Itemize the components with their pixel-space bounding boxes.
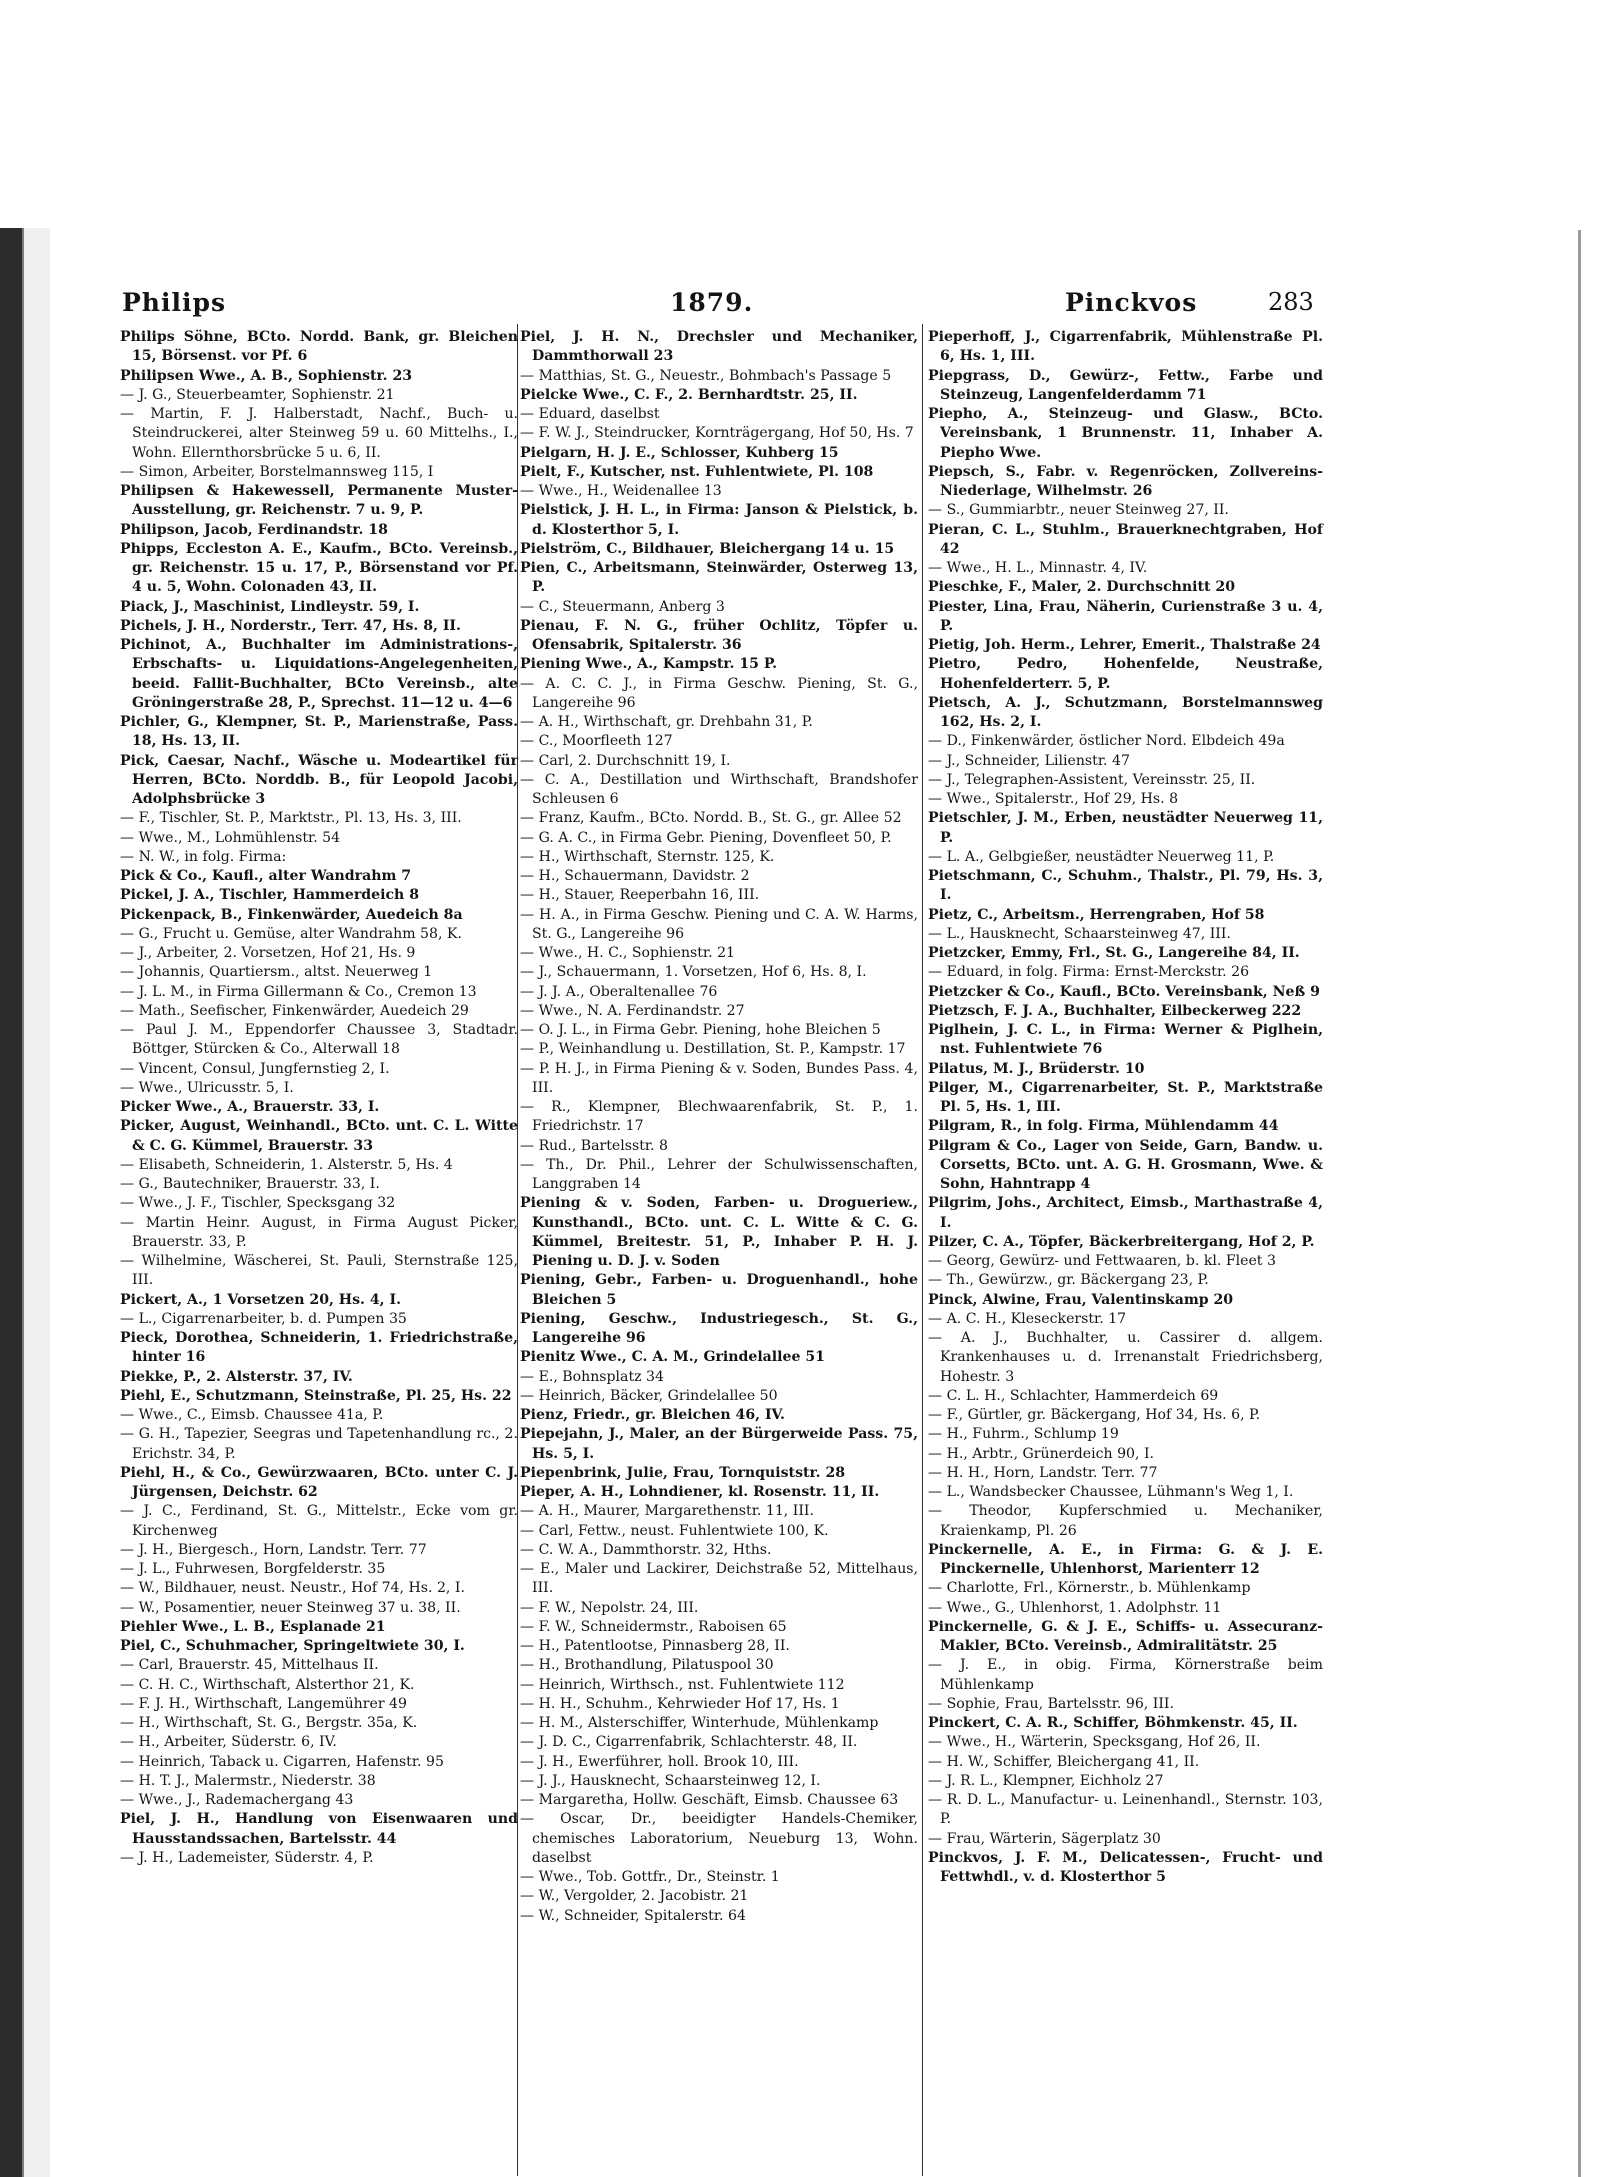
directory-entry: Pinckvos, J. F. M., Delicatessen-, Frucht- und Fettwhdl., v. d. Klosterthor 5 [928,1849,1323,1885]
directory-entry: — W., Posamentier, neuer Steinweg 37 u. 38, II. [120,1599,461,1616]
directory-entry: Piel, J. H., Handlung von Eisenwaaren und Hausstandssachen, Bartelsstr. 44 [120,1811,518,1847]
directory-entry: — H. A., in Firma Geschw. Piening und C. A. W. Harms, St. G., Langereihe 96 [520,906,918,942]
directory-entry: — Heinrich, Taback u. Cigarren, Hafenstr. 95 [120,1753,444,1770]
directory-entry: — J. D. C., Cigarrenfabrik, Schlachterstr. 48, II. [520,1734,858,1751]
directory-entry: — F. W., Nepolstr. 24, III. [520,1599,699,1616]
directory-entry: — Carl, Fettw., neust. Fuhlentwiete 100, K. [520,1522,829,1539]
directory-entry: — C., Moorfleeth 127 [520,733,673,750]
directory-entry: — W., Schneider, Spitalerstr. 64 [520,1907,746,1924]
directory-entry: Pielgarn, H. J. E., Schlosser, Kuhberg 15 [520,444,839,461]
directory-entry: — Wwe., J., Rademachergang 43 [120,1792,354,1808]
directory-entry: Pietzcker, Emmy, Frl., St. G., Langereihe 84, II. [928,945,1300,961]
directory-entry: Piepenbrink, Julie, Frau, Tornquiststr. 28 [520,1464,846,1481]
directory-entry: — H. W., Schiffer, Bleichergang 41, II. [928,1753,1200,1770]
directory-entry: — Heinrich, Wirthsch., nst. Fuhlentwiete 112 [520,1676,845,1693]
directory-entry: — J. J. A., Oberaltenallee 76 [520,983,718,1000]
directory-entry: — J., Schauermann, 1. Vorsetzen, Hof 6, Hs. 8, I. [520,964,867,981]
directory-entry: — Martin Heinr. August, in Firma August Picker, Brauerstr. 33, P. [120,1214,518,1250]
directory-entry: — Eduard, daselbst [520,406,660,422]
directory-entry: — C. L. H., Schlachter, Hammerdeich 69 [928,1387,1219,1404]
directory-entry: Pietzsch, F. J. A., Buchhalter, Eilbeckerweg 222 [928,1002,1302,1019]
directory-entry: — Wwe., H., Wärterin, Specksgang, Hof 26, II. [928,1734,1261,1751]
directory-entry: — C., Steuermann, Anberg 3 [520,598,725,615]
directory-entry: — Wwe., N. A. Ferdinandstr. 27 [520,1002,745,1019]
directory-entry: Pielstick, J. H. L., in Firma: Janson & Pielstick, b. d. Klosterthor 5, I. [520,502,918,538]
directory-entry: Picker, August, Weinhandl., BCto. unt. C. L. Witte & C. G. Kümmel, Brauerstr. 33 [120,1118,518,1154]
directory-entry: Pinck, Alwine, Frau, Valentinskamp 20 [928,1291,1234,1308]
directory-entry: — Margaretha, Hollw. Geschäft, Eimsb. Chaussee 63 [520,1792,899,1808]
directory-entry: Piehler Wwe., L. B., Esplanade 21 [120,1618,386,1635]
directory-entry: — H., Stauer, Reeperbahn 16, III. [520,887,760,904]
directory-entry: — H., Fuhrm., Schlump 19 [928,1426,1119,1443]
directory-entry: Pienz, Friedr., gr. Bleichen 46, IV. [520,1407,785,1423]
directory-entry: — A. J., Buchhalter, u. Cassirer d. allgem. Krankenhauses u. d. Irrenanstalt Friedrichsberg, Hohestr. 3 [928,1330,1323,1385]
directory-entry: Pick & Co., Kaufl., alter Wandrahm 7 [120,868,412,884]
directory-entry: — Wwe., G., Uhlenhorst, 1. Adolphstr. 11 [928,1599,1222,1616]
directory-entry: Piening Wwe., A., Kampstr. 15 P. [520,656,778,673]
directory-entry: Pick, Caesar, Nachf., Wäsche u. Modeartikel für Herren, BCto. Norddb. B., für Leopold Jacobi, Adolphsbrücke 3 [120,752,518,807]
directory-entry: Pieschke, F., Maler, 2. Durchschnitt 20 [928,579,1236,596]
directory-entry: — H. H., Schuhm., Kehrwieder Hof 17, Hs. 1 [520,1695,840,1712]
directory-entry: — F. W. J., Steindrucker, Kornträgergang, Hof 50, Hs. 7 [520,425,914,442]
directory-entry: — Charlotte, Frl., Körnerstr., b. Mühlenkamp [928,1580,1251,1597]
directory-entry: Piel, J. H. N., Drechsler und Mechaniker, Dammthorwall 23 [520,329,918,365]
directory-entry: — L. A., Gelbgießer, neustädter Neuerweg 11, P. [928,848,1275,865]
directory-entry: — H., Arbeiter, Süderstr. 6, IV. [120,1734,337,1751]
directory-entry: — L., Hausknecht, Schaarsteinweg 47, III. [928,925,1231,942]
directory-entry: Pickel, J. A., Tischler, Hammerdeich 8 [120,887,419,904]
directory-column-2 [520,328,918,1926]
directory-entry: — J. H., Ewerführer, holl. Brook 10, III. [520,1753,799,1770]
directory-entry: — R. D. L., Manufactur- u. Leinenhandl., Sternstr. 103, P. [928,1792,1323,1828]
directory-entry: Piening, Gebr., Farben- u. Droguenhandl., hohe Bleichen 5 [520,1272,918,1308]
directory-column-3 [928,328,1323,1887]
directory-entry: — Math., Seefischer, Finkenwärder, Auedeich 29 [120,1002,469,1019]
directory-entry: Pieck, Dorothea, Schneiderin, 1. Friedrichstraße, hinter 16 [120,1330,518,1366]
directory-entry: — E., Bohnsplatz 34 [520,1368,664,1385]
directory-entry: — F. J. H., Wirthschaft, Langemührer 49 [120,1695,407,1712]
directory-entry: — Johannis, Quartiersm., altst. Neuerweg 1 [120,964,433,981]
directory-entry: Pichler, G., Klempner, St. P., Marienstraße, Pass. 18, Hs. 13, II. [120,714,518,750]
directory-entry: — C. W. A., Dammthorstr. 32, Hths. [520,1541,772,1558]
directory-entry: — Theodor, Kupferschmied u. Mechaniker, Kraienkamp, Pl. 26 [928,1503,1323,1539]
directory-entry: Pietsch, A. J., Schutzmann, Borstelmannsweg 162, Hs. 2, I. [928,694,1323,730]
directory-entry: — W., Vergolder, 2. Jacobistr. 21 [520,1888,749,1905]
directory-entry: — O. J. L., in Firma Gebr. Piening, hohe Bleichen 5 [520,1022,881,1038]
directory-entry: — H., Schauermann, Davidstr. 2 [520,868,750,884]
directory-entry: Pickert, A., 1 Vorsetzen 20, Hs. 4, I. [120,1291,401,1308]
directory-entry: — Paul J. M., Eppendorfer Chaussee 3, Stadtadr. Böttger, Stürcken & Co., Alterwall 18 [120,1022,518,1058]
directory-entry: — Oscar, Dr., beeidigter Handels-Chemiker, chemisches Laboratorium, Neueburg 13, Wohn. daselbst [520,1811,918,1866]
directory-entry: Piepejahn, J., Maler, an der Bürgerweide Pass. 75, Hs. 5, I. [520,1426,918,1462]
directory-entry: Pieperhoff, J., Cigarrenfabrik, Mühlenstraße Pl. 6, Hs. 1, III. [928,329,1323,365]
directory-entry: Philipson, Jacob, Ferdinandstr. 18 [120,521,388,538]
directory-entry: — H., Brothandlung, Pilatuspool 30 [520,1657,774,1674]
directory-entry: Piehl, H., & Co., Gewürzwaaren, BCto. unter C. J. Jürgensen, Deichstr. 62 [120,1464,518,1500]
directory-entry: — A. C. H., Kleseckerstr. 17 [928,1310,1127,1327]
directory-entry: Pichinot, A., Buchhalter im Administrations-, Erbschafts- u. Liquidations-Angelegenheiten, beeid. Fallit-Buchhalter, BCto Vereinsb., alte Gröningerstraße 28, P., Sprechst. 11—12 u. 4—6 [120,637,518,711]
directory-entry: — Matthias, St. G., Neuestr., Bohmbach's Passage 5 [520,367,892,384]
directory-entry: — L., Wandsbecker Chaussee, Lühmann's Weg 1, I. [928,1484,1294,1500]
directory-entry: — E., Maler und Lackirer, Deichstraße 52, Mittelhaus, III. [520,1561,918,1597]
directory-entry: — Sophie, Frau, Bartelsstr. 96, III. [928,1695,1174,1712]
directory-entry: — J. R. L., Klempner, Eichholz 27 [928,1772,1164,1789]
directory-entry: — A. H., Maurer, Margarethenstr. 11, III. [520,1503,814,1520]
directory-entry: — H., Arbtr., Grünerdeich 90, I. [928,1445,1155,1462]
directory-entry: — J. G., Steuerbeamter, Sophienstr. 21 [120,386,395,403]
running-head-year: 1879. [670,288,754,317]
directory-entry: — Th., Gewürzw., gr. Bäckergang 23, P. [928,1272,1209,1289]
page-number: 283 [1268,288,1314,316]
directory-entry: Pielcke Wwe., C. F., 2. Bernhardtstr. 25, II. [520,386,858,403]
directory-entry: Phipps, Eccleston A. E., Kaufm., BCto. Vereinsb., gr. Reichenstr. 15 u. 17, P., Börsenstand vor Pf. 4 u. 5, Wohn. Colonaden 43, II. [120,540,518,596]
directory-entry: — P. H. J., in Firma Piening & v. Soden, Bundes Pass. 4, III. [520,1060,918,1096]
directory-entry: — Elisabeth, Schneiderin, 1. Alsterstr. 5, Hs. 4 [120,1156,453,1173]
directory-entry: Pienitz Wwe., C. A. M., Grindelallee 51 [520,1349,825,1366]
directory-entry: — C. A., Destillation und Wirthschaft, Brandshofer Schleusen 6 [520,771,918,807]
directory-entry: Pietz, C., Arbeitsm., Herrengraben, Hof 58 [928,906,1265,923]
directory-entry: — Simon, Arbeiter, Borstelmannsweg 115, I [120,463,434,480]
directory-entry: Pilzer, C. A., Töpfer, Bäckerbreitergang, Hof 2, P. [928,1233,1315,1250]
book-spine-shadow [0,228,50,2177]
directory-entry: — J. H., Lademeister, Süderstr. 4, P. [120,1849,374,1866]
directory-entry: Pietro, Pedro, Hohenfelde, Neustraße, Hohenfelderterr. 5, P. [928,656,1323,692]
directory-entry: Piel, C., Schuhmacher, Springeltwiete 30, I. [120,1638,465,1654]
directory-entry: Pietzcker & Co., Kaufl., BCto. Vereinsbank, Neß 9 [928,983,1320,1000]
directory-entry: — Georg, Gewürz- und Fettwaaren, b. kl. Fleet 3 [928,1253,1276,1269]
directory-entry: Piepho, A., Steinzeug- und Glasw., BCto. Vereinsbank, 1 Brunnenstr. 11, Inhaber A. Piepho Wwe. [928,406,1323,461]
directory-entry: — J., Telegraphen-Assistent, Vereinsstr. 25, II. [928,771,1256,788]
directory-entry: — N. W., in folg. Firma: [120,848,287,865]
directory-entry: Piening, Geschw., Industriegesch., St. G., Langereihe 96 [520,1310,918,1346]
directory-entry: — H. T. J., Malermstr., Niederstr. 38 [120,1772,376,1789]
directory-entry: — Martin, F. J. Halberstadt, Nachf., Buch- u. Steindruckerei, alter Steinweg 59 u. 60 Mittelhs., I., Wohn. Ellernthorsbrücke 5 u. 6, II. [120,406,518,461]
directory-entry: — C. H. C., Wirthschaft, Alsterthor 21, K. [120,1676,415,1693]
directory-entry: — J. L. M., in Firma Gillermann & Co., Cremon 13 [120,983,477,1000]
directory-entry: — Eduard, in folg. Firma: Ernst-Merckstr. 26 [928,964,1250,981]
directory-entry: — Th., Dr. Phil., Lehrer der Schulwissenschaften, Langgraben 14 [520,1156,918,1192]
directory-entry: Piester, Lina, Frau, Näherin, Curienstraße 3 u. 4, P. [928,598,1323,634]
directory-entry: — Carl, 2. Durchschnitt 19, I. [520,752,731,769]
directory-entry: Philipsen Wwe., A. B., Sophienstr. 23 [120,367,413,384]
directory-entry: Pilgram, R., in folg. Firma, Mühlendamm 44 [928,1118,1279,1135]
directory-entry: — P., Weinhandlung u. Destillation, St. P., Kampstr. 17 [520,1041,906,1058]
directory-entry: — Wwe., H. C., Sophienstr. 21 [520,945,736,961]
directory-entry: Pilgrim, Johs., Architect, Eimsb., Marthastraße 4, I. [928,1195,1323,1231]
directory-entry: — Carl, Brauerstr. 45, Mittelhaus II. [120,1657,379,1674]
directory-entry: — Wwe., H. L., Minnastr. 4, IV. [928,560,1148,576]
directory-entry: — Wwe., C., Eimsb. Chaussee 41a, P. [120,1407,384,1423]
column-divider [922,324,923,2176]
directory-entry: — Wwe., Spitalerstr., Hof 29, Hs. 8 [928,791,1179,807]
directory-entry: — J., Arbeiter, 2. Vorsetzen, Hof 21, Hs. 9 [120,945,416,961]
directory-entry: — W., Bildhauer, neust. Neustr., Hof 74, Hs. 2, I. [120,1580,465,1597]
directory-entry: — J. L., Fuhrwesen, Borgfelderstr. 35 [120,1561,386,1577]
directory-entry: Piepgrass, D., Gewürz-, Fettw., Farbe und Steinzeug, Langenfelderdamm 71 [928,367,1323,403]
directory-entry: Pien, C., Arbeitsmann, Steinwärder, Osterweg 13, P. [520,560,918,596]
directory-entry: Piehl, E., Schutzmann, Steinstraße, Pl. 25, Hs. 22 [120,1387,512,1404]
directory-entry: — H., Patentlootse, Pinnasberg 28, II. [520,1638,790,1654]
directory-entry: — H., Wirthschaft, St. G., Bergstr. 35a, K. [120,1715,418,1731]
directory-entry: — S., Gummiarbtr., neuer Steinweg 27, II. [928,502,1229,519]
directory-entry: — A. H., Wirthschaft, gr. Drehbahn 31, P. [520,714,813,730]
directory-entry: Pietschmann, C., Schuhm., Thalstr., Pl. 79, Hs. 3, I. [928,868,1323,904]
directory-entry: Pilgram & Co., Lager von Seide, Garn, Bandw. u. Corsetts, BCto. unt. A. G. H. Grosmann, Wwe. & Sohn, Hahntrapp 4 [928,1137,1323,1192]
directory-entry: — F., Gürtler, gr. Bäckergang, Hof 34, Hs. 6, P. [928,1407,1261,1423]
directory-entry: Pinckernelle, A. E., in Firma: G. & J. E. Pinckernelle, Uhlenhorst, Marienterr 12 [928,1541,1323,1577]
directory-entry: Piening & v. Soden, Farben- u. Drogueriew., Kunsthandl., BCto. unt. C. L. Witte & C. G. Kümmel, Breitestr. 51, P., Inhaber P. H. J. Piening u. D. J. v. Soden [520,1195,918,1269]
directory-entry: Pilatus, M. J., Brüderstr. 10 [928,1060,1145,1077]
directory-entry: Pilger, M., Cigarrenarbeiter, St. P., Marktstraße Pl. 5, Hs. 1, III. [928,1079,1323,1115]
directory-entry: Pieran, C. L., Stuhlm., Brauerknechtgraben, Hof 42 [928,521,1323,557]
directory-entry: — Wwe., M., Lohmühlenstr. 54 [120,829,341,846]
directory-entry: — Frau, Wärterin, Sägerplatz 30 [928,1830,1161,1847]
directory-entry: — F., Tischler, St. P., Marktstr., Pl. 13, Hs. 3, III. [120,810,462,827]
directory-entry: Piack, J., Maschinist, Lindleystr. 59, I. [120,598,420,615]
directory-entry: — A. C. C. J., in Firma Geschw. Piening, St. G., Langereihe 96 [520,675,918,711]
directory-entry: — J. E., in obig. Firma, Körnerstraße beim Mühlenkamp [928,1657,1323,1693]
directory-entry: Pichels, J. H., Norderstr., Terr. 47, Hs. 8, II. [120,617,461,634]
directory-entry: — Wilhelmine, Wäscherei, St. Pauli, Sternstraße 125, III. [120,1253,518,1289]
directory-entry: — D., Finkenwärder, östlicher Nord. Elbdeich 49a [928,733,1285,750]
directory-entry: Pielt, F., Kutscher, nst. Fuhlentwiete, Pl. 108 [520,463,874,480]
directory-entry: Piglhein, J. C. L., in Firma: Werner & Piglhein, nst. Fuhlentwiete 76 [928,1022,1323,1058]
directory-entry: — R., Klempner, Blechwaarenfabrik, St. P., 1. Friedrichstr. 17 [520,1099,918,1135]
directory-column-1 [120,328,518,1868]
directory-entry: — Wwe., Tob. Gottfr., Dr., Steinstr. 1 [520,1869,780,1885]
directory-entry: — J., Schneider, Lilienstr. 47 [928,752,1130,769]
directory-entry: — Wwe., Ulricusstr. 5, I. [120,1079,294,1096]
running-head-left: Philips [122,288,227,317]
directory-entry: — G., Frucht u. Gemüse, alter Wandrahm 58, K. [120,925,462,942]
page-edge [1578,230,1581,2177]
directory-entry: — Vincent, Consul, Jungfernstieg 2, I. [120,1060,390,1077]
directory-entry: — H. M., Alsterschiffer, Winterhude, Mühlenkamp [520,1715,879,1731]
directory-entry: Pieper, A. H., Lohndiener, kl. Rosenstr. 11, II. [520,1484,880,1500]
directory-entry: — J. C., Ferdinand, St. G., Mittelstr., Ecke vom gr. Kirchenweg [120,1503,518,1539]
directory-entry: — Wwe., J. F., Tischler, Specksgang 32 [120,1195,396,1212]
directory-entry: Pickenpack, B., Finkenwärder, Auedeich 8a [120,906,463,923]
directory-entry: Pinckert, C. A. R., Schiffer, Böhmkenstr. 45, II. [928,1715,1298,1731]
running-head-right: Pinckvos [1065,288,1198,317]
directory-entry: Picker Wwe., A., Brauerstr. 33, I. [120,1099,380,1115]
directory-entry: — Rud., Bartelsstr. 8 [520,1137,668,1154]
directory-entry: Pinckernelle, G. & J. E., Schiffs- u. Assecuranz-Makler, BCto. Vereinsb., Admiralitätstr. 25 [928,1618,1323,1654]
directory-entry: — G. A. C., in Firma Gebr. Piening, Dovenfleet 50, P. [520,829,892,846]
directory-entry: Piekke, P., 2. Alsterstr. 37, IV. [120,1368,353,1385]
directory-entry: Pietig, Joh. Herm., Lehrer, Emerit., Thalstraße 24 [928,637,1321,653]
directory-entry: — J. H., Biergesch., Horn, Landstr. Terr. 77 [120,1541,427,1558]
directory-entry: — Franz, Kaufm., BCto. Nordd. B., St. G., gr. Allee 52 [520,810,902,827]
directory-entry: — Wwe., H., Weidenallee 13 [520,483,722,499]
directory-entry: Pietschler, J. M., Erben, neustädter Neuerweg 11, P. [928,810,1323,846]
directory-entry: — G. H., Tapezier, Seegras und Tapetenhandlung rc., 2. Erichstr. 34, P. [120,1426,518,1462]
directory-entry: Piepsch, S., Fabr. v. Regenröcken, Zollvereins-Niederlage, Wilhelmstr. 26 [928,463,1323,499]
directory-entry: — F. W., Schneidermstr., Raboisen 65 [520,1618,787,1635]
directory-entry: Philipsen & Hakewessell, Permanente Muster-Ausstellung, gr. Reichenstr. 7 u. 9, P. [120,483,518,519]
directory-entry: — H., Wirthschaft, Sternstr. 125, K. [520,848,775,865]
directory-entry: — L., Cigarrenarbeiter, b. d. Pumpen 35 [120,1310,407,1327]
directory-entry: Pielström, C., Bildhauer, Bleichergang 14 u. 15 [520,540,895,557]
directory-entry: — G., Bautechniker, Brauerstr. 33, I. [120,1176,380,1192]
directory-entry: — Heinrich, Bäcker, Grindelallee 50 [520,1387,778,1404]
directory-entry: — J. J., Hausknecht, Schaarsteinweg 12, I. [520,1772,821,1789]
directory-entry: Philips Söhne, BCto. Nordd. Bank, gr. Bleichen 15, Börsenst. vor Pf. 6 [120,329,518,365]
directory-entry: — H. H., Horn, Landstr. Terr. 77 [928,1464,1158,1481]
directory-entry: Pienau, F. N. G., früher Ochlitz, Töpfer u. Ofensabrik, Spitalerstr. 36 [520,617,918,653]
